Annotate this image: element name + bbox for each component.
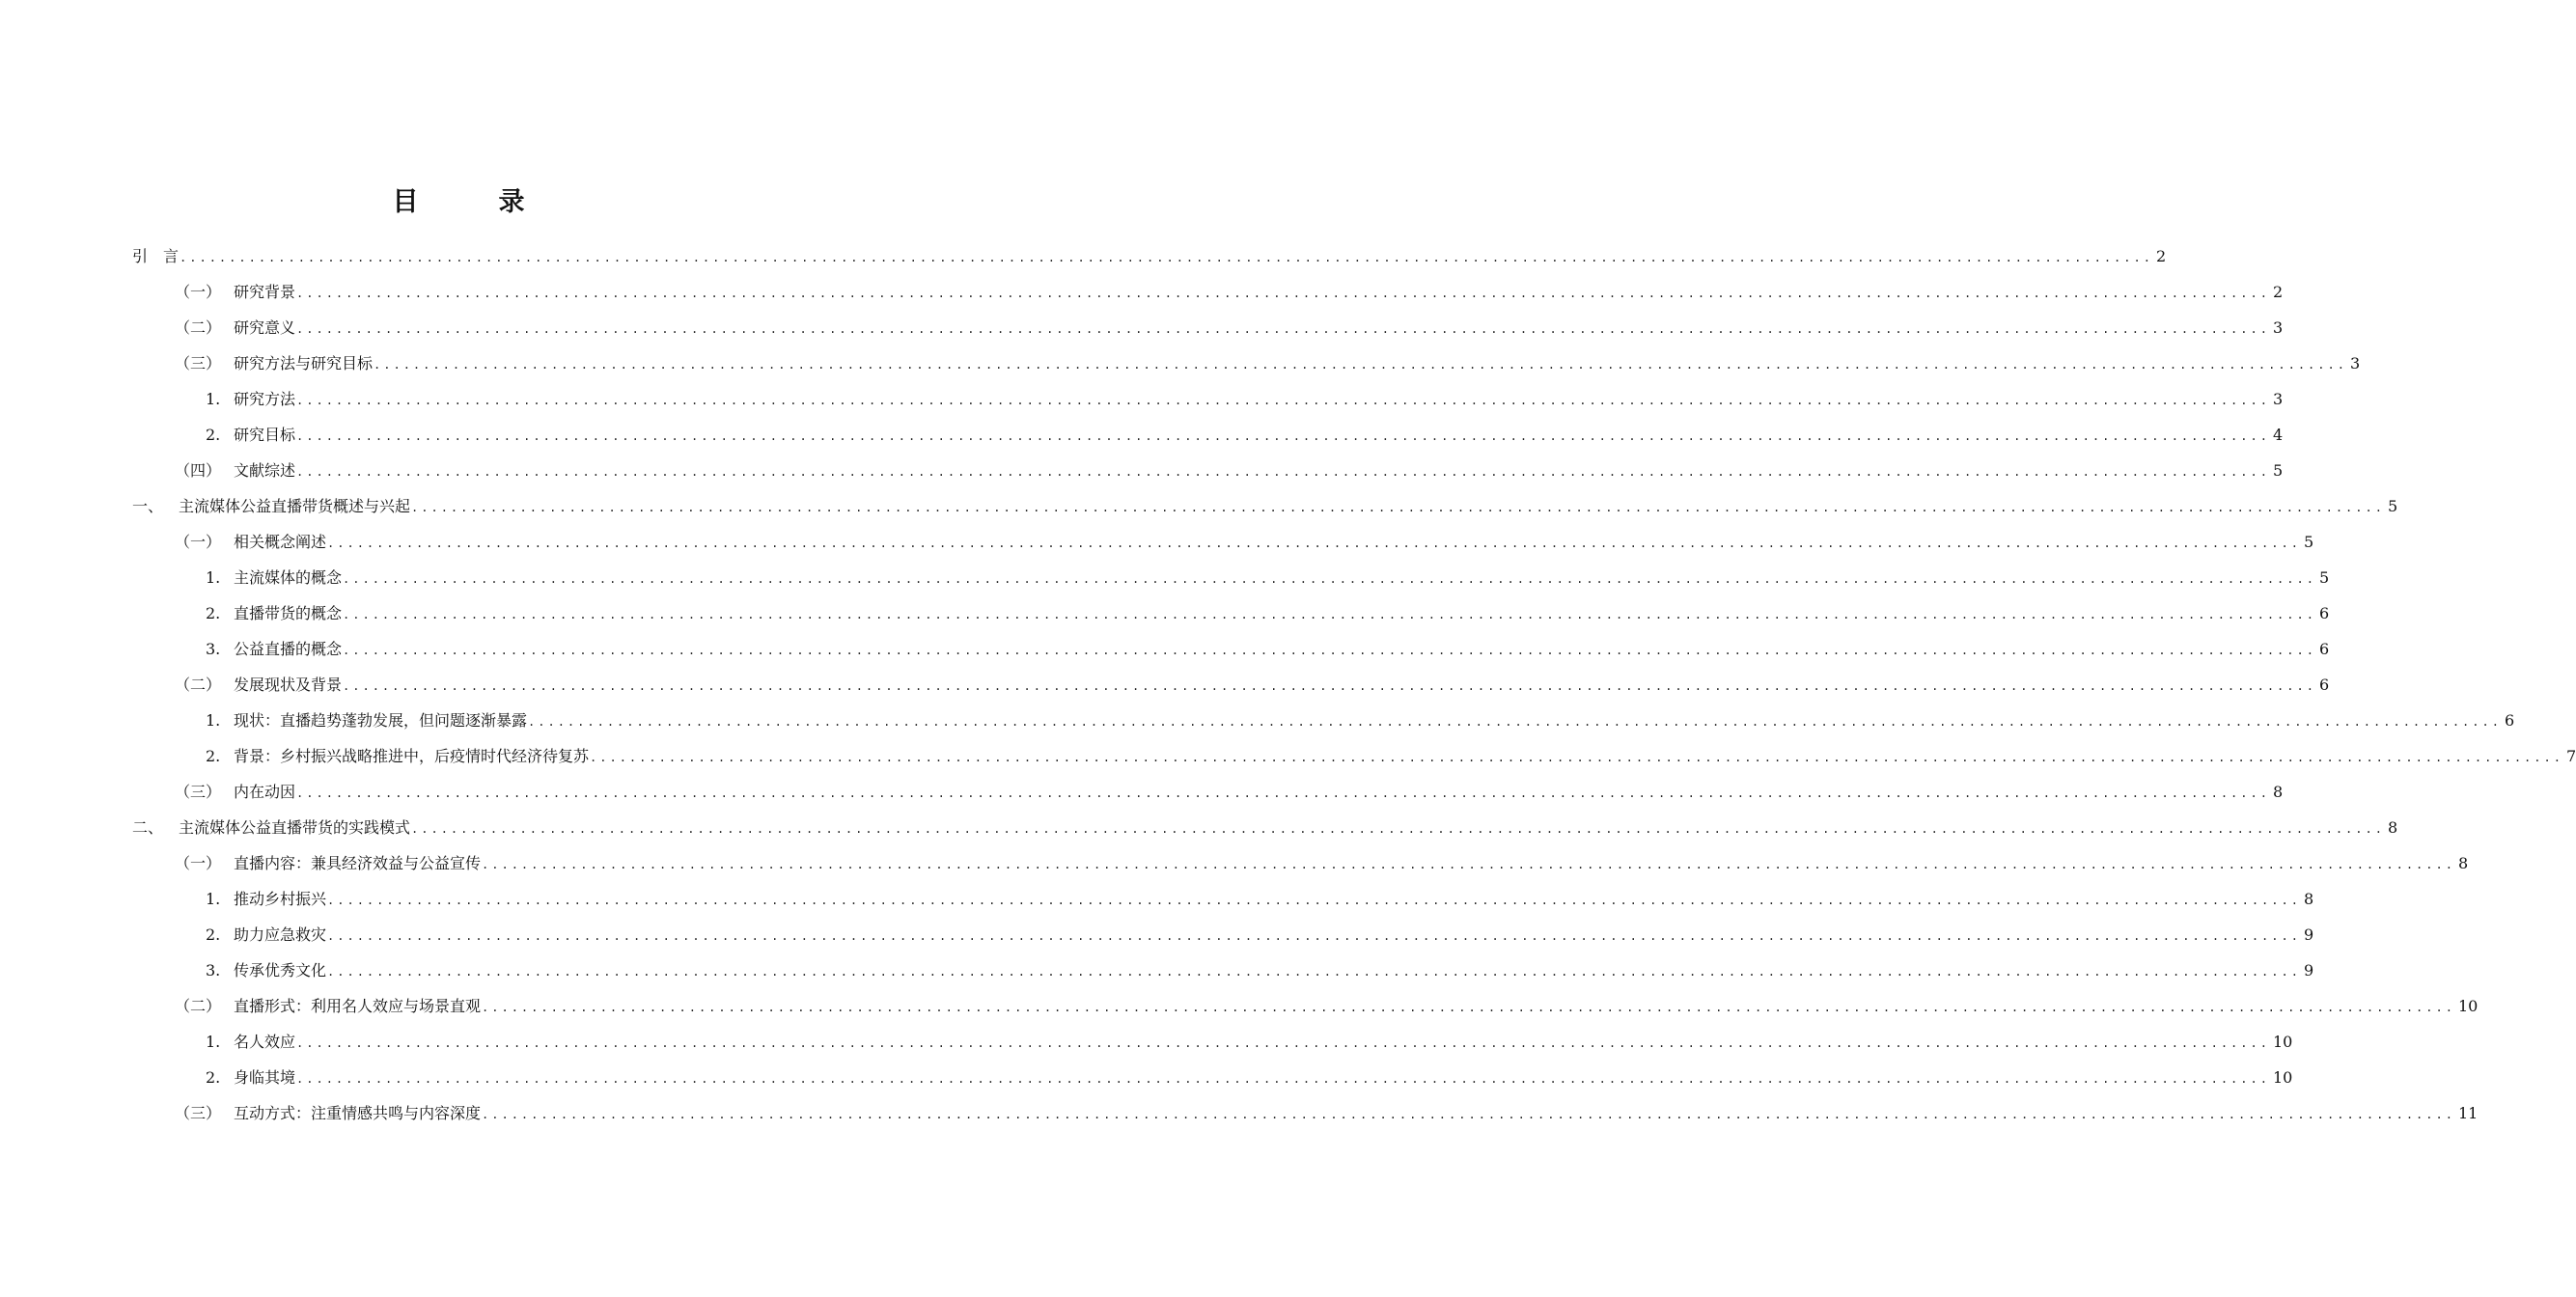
- toc-dot-leader: ........................................................................................................................................................................................................: [296, 465, 2270, 479]
- toc-entry-number: （二）: [175, 676, 222, 694]
- toc-entry-number: 2.: [206, 426, 221, 444]
- toc-entry-label: 相关概念阐述: [234, 533, 327, 551]
- toc-entry-number: 1.: [206, 1033, 221, 1051]
- toc-entry-label: 直播带货的概念: [234, 604, 343, 622]
- toc-entry-page: 11: [2457, 1104, 2479, 1122]
- toc-entry[interactable]: [132, 453, 2284, 488]
- toc-entry-label: 研究方法: [234, 390, 296, 408]
- toc-entry-page: 9: [2303, 961, 2314, 980]
- toc-dot-leader: ........................................................................................................................................................................................................: [482, 1108, 2455, 1121]
- toc-entry-label: 传承优秀文化: [234, 961, 327, 980]
- toc-entry-page: 3: [2272, 390, 2284, 408]
- toc-entry-number: 2.: [206, 1068, 221, 1087]
- toc-entry-page: 8: [2387, 818, 2398, 837]
- toc-entry[interactable]: [132, 560, 2330, 595]
- toc-entry[interactable]: [132, 631, 2330, 667]
- toc-entry-label: 研究背景: [234, 283, 296, 301]
- toc-entry[interactable]: [132, 988, 2479, 1024]
- toc-entry[interactable]: [132, 1024, 2293, 1060]
- toc-entry-page: 8: [2457, 854, 2469, 872]
- toc-entry-label: 研究目标: [234, 426, 296, 444]
- toc-dot-leader: ........................................................................................................................................................................................................: [343, 608, 2316, 621]
- toc-entry-page: 3: [2272, 318, 2284, 337]
- toc-entry-number: 2.: [206, 747, 221, 765]
- toc-entry-number: 2.: [206, 925, 221, 944]
- toc-dot-leader: ........................................................................................................................................................................................................: [343, 572, 2316, 586]
- toc-entry-number: 1.: [206, 711, 221, 730]
- toc-entry[interactable]: [132, 667, 2330, 703]
- toc-entry-number: 1.: [206, 568, 221, 587]
- toc-dot-leader: ........................................................................................................................................................................................................: [180, 251, 2153, 264]
- toc-dot-leader: ........................................................................................................................................................................................................: [296, 1072, 2270, 1086]
- toc-entry-number: （一）: [175, 533, 222, 551]
- toc-entry-label: 研究方法与研究目标: [234, 354, 374, 373]
- toc-entry-number: 2.: [206, 604, 221, 622]
- toc-entry-page: 6: [2318, 604, 2330, 622]
- toc-entry-page: 6: [2318, 640, 2330, 658]
- toc-entry[interactable]: [132, 810, 2398, 845]
- toc-dot-leader: ........................................................................................................................................................................................................: [296, 287, 2270, 300]
- toc-entry[interactable]: [132, 238, 2167, 274]
- toc-entry-number: （二）: [175, 318, 222, 337]
- toc-entry[interactable]: [132, 774, 2284, 810]
- toc-dot-leader: ........................................................................................................................................................................................................: [296, 394, 2270, 407]
- toc-dot-leader: ........................................................................................................................................................................................................: [296, 1036, 2270, 1050]
- toc-entry[interactable]: [132, 274, 2284, 310]
- toc-entry-label: 现状：直播趋势蓬勃发展，但问题逐渐暴露: [234, 711, 528, 730]
- toc-entry[interactable]: [132, 488, 2398, 524]
- toc-entry-label: 背景：乡村振兴战略推进中，后疫情时代经济待复苏: [234, 747, 590, 765]
- toc-dot-leader: ........................................................................................................................................................................................................: [296, 786, 2270, 800]
- toc-entry-page: 7: [2565, 747, 2576, 765]
- toc-dot-leader: ........................................................................................................................................................................................................: [327, 929, 2301, 943]
- toc-dot-leader: ........................................................................................................................................................................................................: [374, 358, 2347, 372]
- toc-entry[interactable]: [132, 417, 2284, 453]
- toc-entry-page: 10: [2272, 1068, 2293, 1087]
- toc-entry-label: 文献综述: [234, 461, 296, 480]
- toc-entry[interactable]: [132, 345, 2361, 381]
- toc-entry-number: （三）: [175, 783, 222, 801]
- toc-entry-number: 一、: [132, 497, 164, 515]
- toc-entry-page: 9: [2303, 925, 2314, 944]
- toc-entry-number: （二）: [175, 997, 222, 1015]
- toc-dot-leader: ........................................................................................................................................................................................................: [296, 429, 2270, 443]
- toc-dot-leader: ........................................................................................................................................................................................................: [296, 322, 2270, 336]
- toc-entry[interactable]: [132, 738, 2576, 774]
- toc-entry-label: 主流媒体公益直播带货概述与兴起: [179, 497, 411, 515]
- toc-dot-leader: ........................................................................................................................................................................................................: [411, 501, 2385, 514]
- toc-entry-page: 6: [2318, 676, 2330, 694]
- toc-entry-page: 2: [2272, 283, 2284, 301]
- toc-entry-label: 主流媒体的概念: [234, 568, 343, 587]
- toc-entry[interactable]: [132, 845, 2469, 881]
- toc-entry-page: 8: [2272, 783, 2284, 801]
- toc-entry-number: 1.: [206, 890, 221, 908]
- toc-entry-number: （三）: [175, 1104, 222, 1122]
- toc-entry-page: 10: [2272, 1033, 2293, 1051]
- toc-dot-leader: ........................................................................................................................................................................................................: [327, 894, 2301, 907]
- toc-entry-page: 6: [2504, 711, 2515, 730]
- toc-entry[interactable]: [132, 1095, 2479, 1131]
- toc-entry-number: （一）: [175, 854, 222, 872]
- toc-entry-label: 直播形式：利用名人效应与场景直观: [234, 997, 482, 1015]
- toc-entry-page: 2: [2155, 247, 2167, 265]
- toc-entry[interactable]: [132, 952, 2314, 988]
- toc-entry[interactable]: [132, 381, 2284, 417]
- toc-entry-label: 发展现状及背景: [234, 676, 343, 694]
- toc-entry-number: 3.: [206, 961, 221, 980]
- toc-entry-page: 5: [2387, 497, 2398, 515]
- toc-entry-page: 8: [2303, 890, 2314, 908]
- toc-entry-label: 主流媒体公益直播带货的实践模式: [179, 818, 411, 837]
- toc-entry-label: 身临其境: [234, 1068, 296, 1087]
- toc-entry-label: 公益直播的概念: [234, 640, 343, 658]
- toc-entry[interactable]: [132, 1060, 2293, 1095]
- toc-dot-leader: ........................................................................................................................................................................................................: [482, 1001, 2455, 1014]
- toc-entry-number: （四）: [175, 461, 222, 480]
- toc-dot-leader: ........................................................................................................................................................................................................: [327, 965, 2301, 979]
- toc-dot-leader: ........................................................................................................................................................................................................: [411, 822, 2385, 836]
- toc-dot-leader: ........................................................................................................................................................................................................: [343, 679, 2316, 693]
- toc-dot-leader: ........................................................................................................................................................................................................: [327, 537, 2301, 550]
- toc-entry-number: （一）: [175, 283, 222, 301]
- toc-entry[interactable]: [132, 524, 2314, 560]
- toc-entry-page: 3: [2349, 354, 2361, 373]
- toc-entry-number: 1.: [206, 390, 221, 408]
- toc-dot-leader: ........................................................................................................................................................................................................: [343, 644, 2316, 657]
- toc-entry-number: （三）: [175, 354, 222, 373]
- toc-entry-page: 5: [2318, 568, 2330, 587]
- toc-entry[interactable]: [132, 595, 2330, 631]
- page-title: 目 录: [392, 187, 552, 217]
- table-of-contents: [132, 238, 2576, 1131]
- toc-entry-label: 推动乡村振兴: [234, 890, 327, 908]
- toc-entry[interactable]: [132, 703, 2515, 738]
- toc-entry[interactable]: [132, 881, 2314, 917]
- toc-entry-page: 4: [2272, 426, 2284, 444]
- toc-entry-label: 名人效应: [234, 1033, 296, 1051]
- toc-entry-number: 3.: [206, 640, 221, 658]
- toc-entry[interactable]: [132, 310, 2284, 345]
- toc-entry-page: 5: [2303, 533, 2314, 551]
- toc-entry-label: 引 言: [132, 247, 180, 265]
- toc-entry[interactable]: [132, 917, 2314, 952]
- toc-entry-label: 研究意义: [234, 318, 296, 337]
- toc-dot-leader: ........................................................................................................................................................................................................: [590, 751, 2563, 764]
- toc-entry-label: 助力应急救灾: [234, 925, 327, 944]
- toc-entry-label: 内在动因: [234, 783, 296, 801]
- toc-entry-label: 直播内容：兼具经济效益与公益宣传: [234, 854, 482, 872]
- toc-dot-leader: ........................................................................................................................................................................................................: [482, 858, 2455, 871]
- toc-entry-label: 互动方式：注重情感共鸣与内容深度: [234, 1104, 482, 1122]
- toc-entry-page: 10: [2457, 997, 2479, 1015]
- toc-entry-number: 二、: [132, 818, 164, 837]
- toc-dot-leader: ........................................................................................................................................................................................................: [528, 715, 2502, 729]
- toc-entry-page: 5: [2272, 461, 2284, 480]
